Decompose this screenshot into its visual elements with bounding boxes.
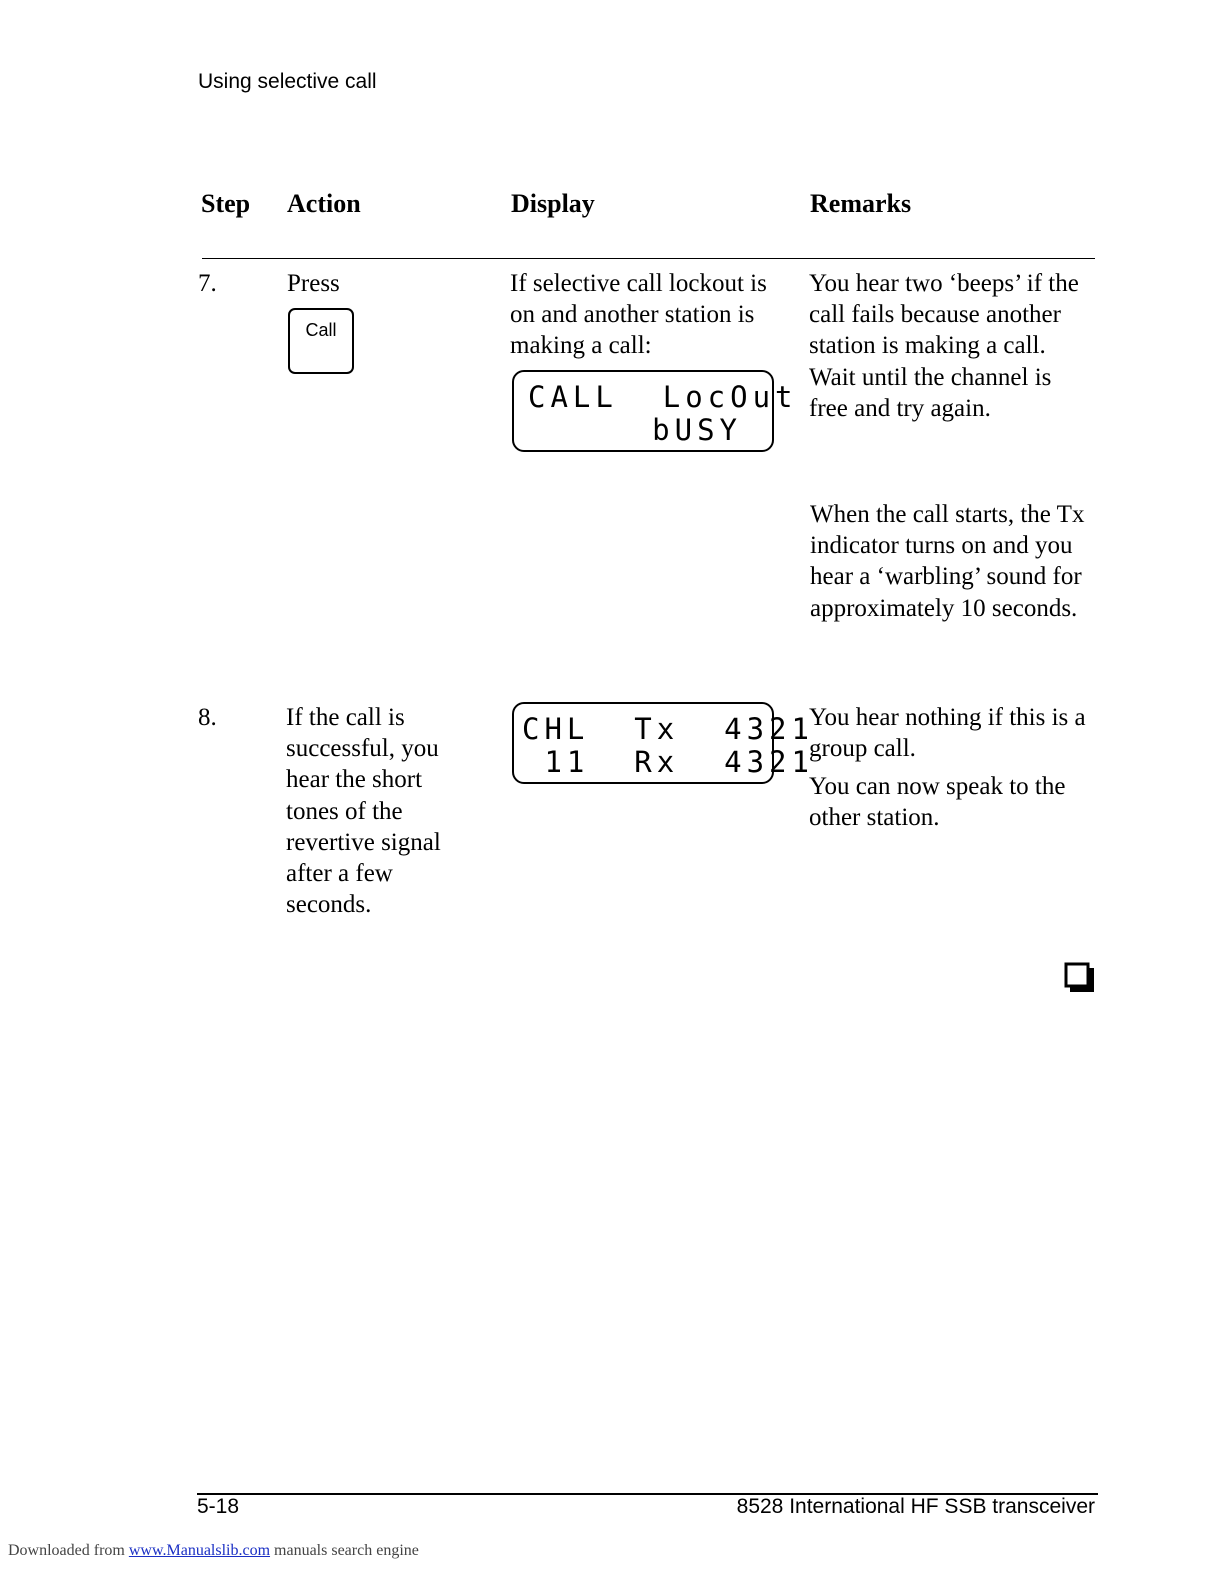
remarks-text: When the call starts, the Tx indicator turns on and you hear a ‘warbling’ sound for approximately 10 seconds. — [810, 501, 1085, 622]
lcd-line-1: CALL LocOut — [528, 380, 798, 414]
column-header-display: Display — [511, 189, 595, 218]
call-key — [288, 308, 354, 374]
lcd-display-lockout — [512, 370, 798, 452]
manualslib-link[interactable]: www.Manualslib.com — [128, 1542, 271, 1559]
remarks-text: You hear two ‘beeps’ if the call fails because another station is making a call. Wait until the channel is free and try again. — [809, 270, 1079, 422]
column-header-action: Action — [287, 189, 361, 218]
header-rule — [202, 258, 1095, 259]
action-text: Press — [287, 270, 340, 297]
action-text: If the call is successful, you hear the short tones of the revertive signal after a few seconds. — [286, 704, 441, 919]
download-note — [8, 1542, 419, 1560]
lcd-line-2: bUSY — [652, 413, 742, 447]
download-note-suffix: manuals search engine — [274, 1542, 419, 1559]
call-key-label: Call — [305, 320, 337, 340]
display-intro-text: If selective call lockout is on and another station is making a call: — [510, 270, 767, 360]
step-number: 8. — [198, 704, 217, 731]
running-header: Using selective call — [198, 70, 377, 93]
remarks-text: You can now speak to the other station. — [809, 773, 1066, 832]
remarks-text: You hear nothing if this is a group call. — [809, 704, 1086, 763]
download-note-prefix: Downloaded from — [8, 1542, 125, 1559]
lcd-line-1: CHL Tx 4321 — [522, 712, 814, 746]
page-number: 5-18 — [197, 1495, 240, 1518]
lcd-line-2: 11 Rx 4321 — [522, 745, 814, 779]
column-header-step: Step — [201, 189, 251, 218]
lcd-display-channel — [512, 702, 814, 784]
step-number: 7. — [198, 270, 217, 297]
column-header-remarks: Remarks — [810, 189, 912, 218]
end-of-section-box-icon — [1064, 962, 1094, 992]
document-title: 8528 International HF SSB transceiver — [736, 1495, 1095, 1518]
